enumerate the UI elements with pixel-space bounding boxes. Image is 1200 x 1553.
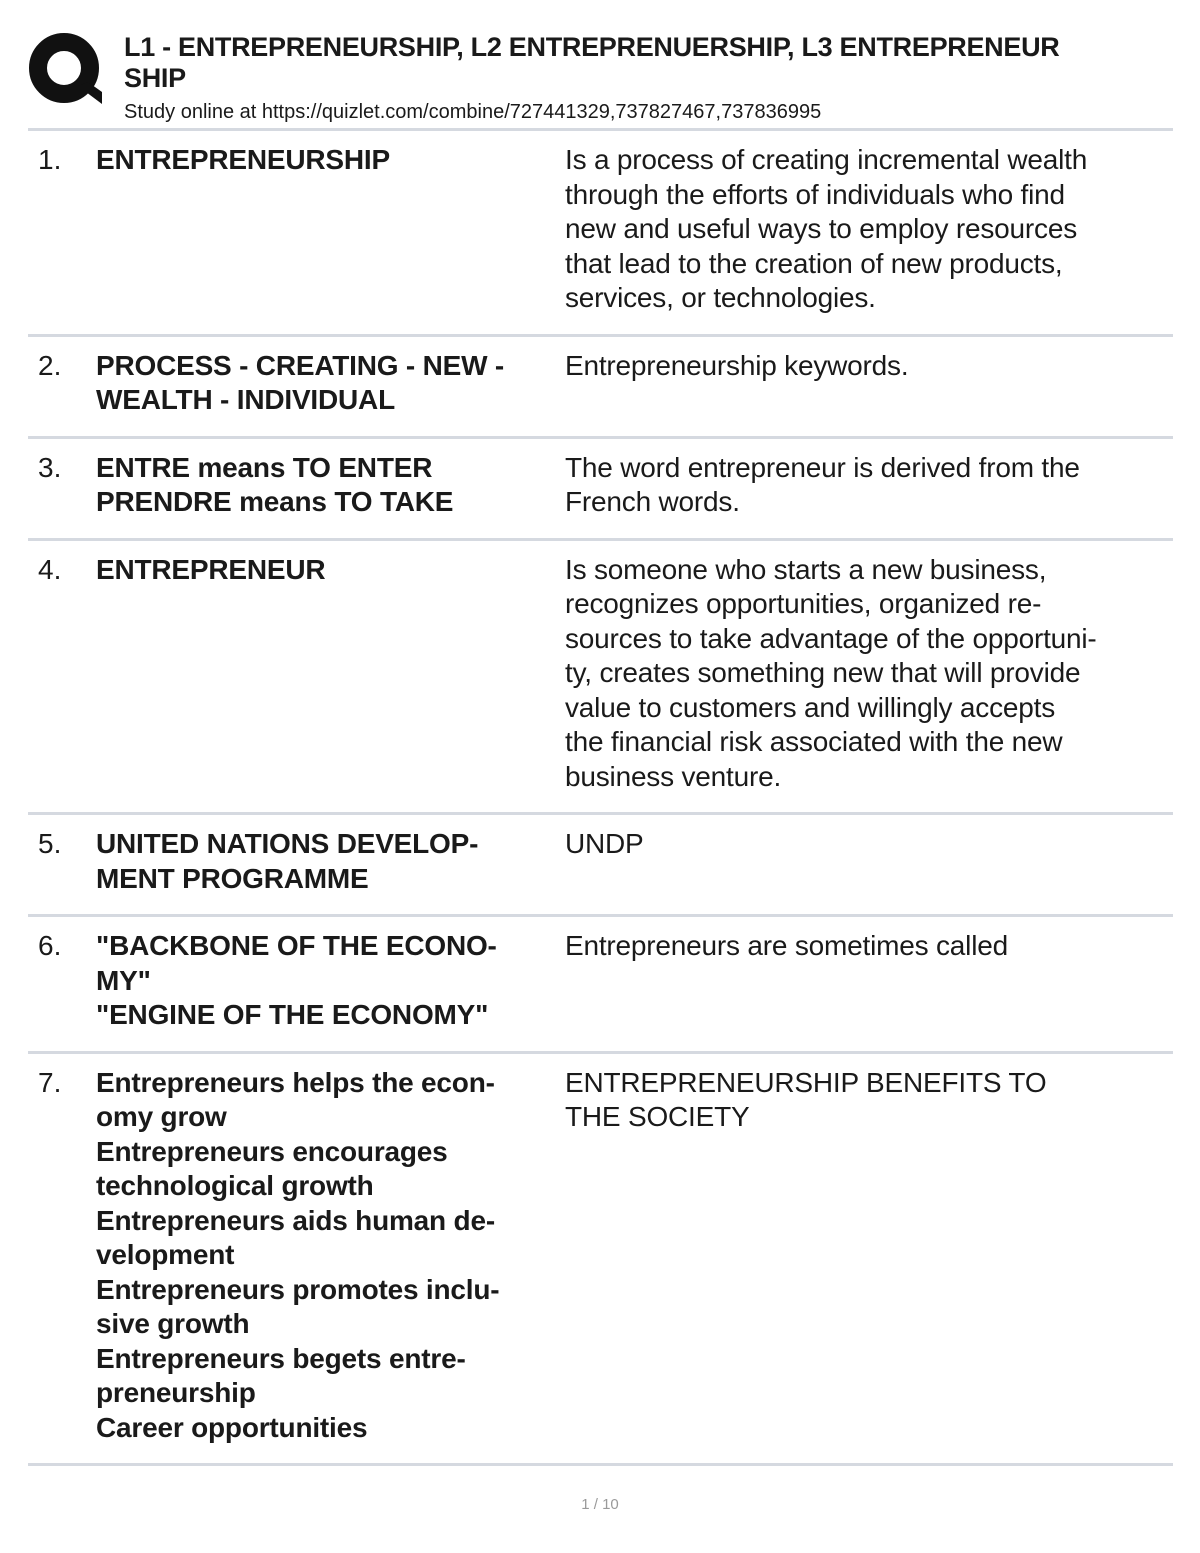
definition-line: sources to take advantage of the opportuni-	[565, 622, 1097, 654]
definition-line: recognizes opportunities, organized re-	[565, 588, 1042, 619]
definition-line: Entrepreneurship keywords.	[565, 349, 909, 381]
card-definition	[565, 929, 1165, 1033]
page-header	[28, 28, 1200, 128]
card-number: 3.	[38, 451, 62, 483]
card-term	[96, 1066, 565, 1446]
definition-line: business venture.	[565, 760, 782, 792]
flashcard-row	[28, 1054, 1173, 1467]
card-definition	[565, 1066, 1165, 1446]
page-number: 1 / 10	[581, 1496, 619, 1513]
card-number: 2.	[38, 349, 62, 381]
definition-line: UNDP	[565, 828, 644, 859]
term-line: UNITED NATIONS DEVELOP-	[96, 828, 479, 859]
card-number: 5.	[38, 828, 62, 859]
title-line: SHIP	[124, 63, 186, 93]
definition-line: Is someone who starts a new business,	[565, 553, 1047, 585]
definition-line: that lead to the creation of new products,	[565, 247, 1063, 279]
card-term	[96, 143, 565, 316]
card-term	[96, 451, 565, 520]
term-line: PROCESS - CREATING - NEW -	[96, 349, 505, 381]
term-line: Entrepreneurs aids human de-	[96, 1204, 495, 1236]
flashcard-row	[28, 131, 1173, 337]
term-line: preneurship	[96, 1377, 256, 1408]
card-term	[96, 553, 565, 795]
definition-line: services, or technologies.	[565, 282, 876, 313]
definition-line: The word entrepreneur is derived from the	[565, 451, 1080, 483]
definition-line: new and useful ways to employ resources	[565, 213, 1078, 244]
term-line: "BACKBONE OF THE ECONO-	[96, 930, 497, 961]
card-term	[96, 929, 565, 1033]
definition-line: value to customers and willingly accepts	[565, 691, 1056, 723]
flashcard-row	[28, 439, 1173, 541]
definition-line: ty, creates something new that will provide	[565, 657, 1081, 688]
term-line: Career opportunities	[96, 1411, 368, 1443]
term-line: Entrepreneurs begets entre-	[96, 1342, 466, 1374]
term-line: velopment	[96, 1239, 235, 1270]
card-number: 6.	[38, 930, 62, 961]
term-line: Entrepreneurs promotes inclu-	[96, 1273, 500, 1305]
term-line: ENTREPRENEURSHIP	[96, 144, 390, 175]
term-line: PRENDRE means TO TAKE	[96, 486, 454, 517]
definition-line: Entrepreneurs are sometimes called	[565, 930, 1008, 961]
card-definition	[565, 349, 1165, 418]
term-line: Entrepreneurs helps the econ-	[96, 1066, 495, 1098]
term-line: sive growth	[96, 1308, 250, 1339]
definition-line: ENTREPRENEURSHIP BENEFITS TO	[565, 1066, 1047, 1098]
card-number: 1.	[38, 144, 62, 175]
flashcard-row	[28, 917, 1173, 1054]
definition-line: the financial risk associated with the new	[565, 726, 1063, 757]
card-definition	[565, 553, 1165, 795]
term-line: Entrepreneurs encourages	[96, 1135, 448, 1167]
term-line: WEALTH - INDIVIDUAL	[96, 384, 395, 415]
definition-line: through the efforts of individuals who find	[565, 178, 1065, 210]
term-line: omy grow	[96, 1101, 227, 1132]
term-line: ENTRE means TO ENTER	[96, 451, 433, 483]
quizlet-logo-icon	[28, 32, 104, 108]
definition-line: THE SOCIETY	[565, 1101, 750, 1132]
card-definition	[565, 143, 1165, 316]
flashcard-row	[28, 815, 1173, 917]
term-line: technological growth	[96, 1170, 374, 1201]
card-term	[96, 827, 565, 896]
card-number: 4.	[38, 553, 62, 585]
flashcard-list	[28, 128, 1173, 1466]
definition-line: Is a process of creating incremental wealth	[565, 144, 1088, 175]
document-title	[124, 32, 1200, 94]
card-definition	[565, 827, 1165, 896]
term-line: MY"	[96, 964, 151, 996]
flashcard-row	[28, 541, 1173, 816]
definition-line: French words.	[565, 486, 740, 517]
study-online-link[interactable]: Study online at https://quizlet.com/combine/727441329,737827467,737836995	[124, 101, 822, 123]
card-definition	[565, 451, 1165, 520]
flashcard-row	[28, 337, 1173, 439]
title-line: L1 - ENTREPRENEURSHIP, L2 ENTREPRENUERSHIP, L3 ENTREPRENEUR	[124, 32, 1060, 62]
card-term	[96, 349, 565, 418]
term-line: "ENGINE OF THE ECONOMY"	[96, 999, 489, 1030]
term-line: MENT PROGRAMME	[96, 862, 369, 894]
term-line: ENTREPRENEUR	[96, 553, 326, 585]
card-number: 7.	[38, 1066, 62, 1098]
